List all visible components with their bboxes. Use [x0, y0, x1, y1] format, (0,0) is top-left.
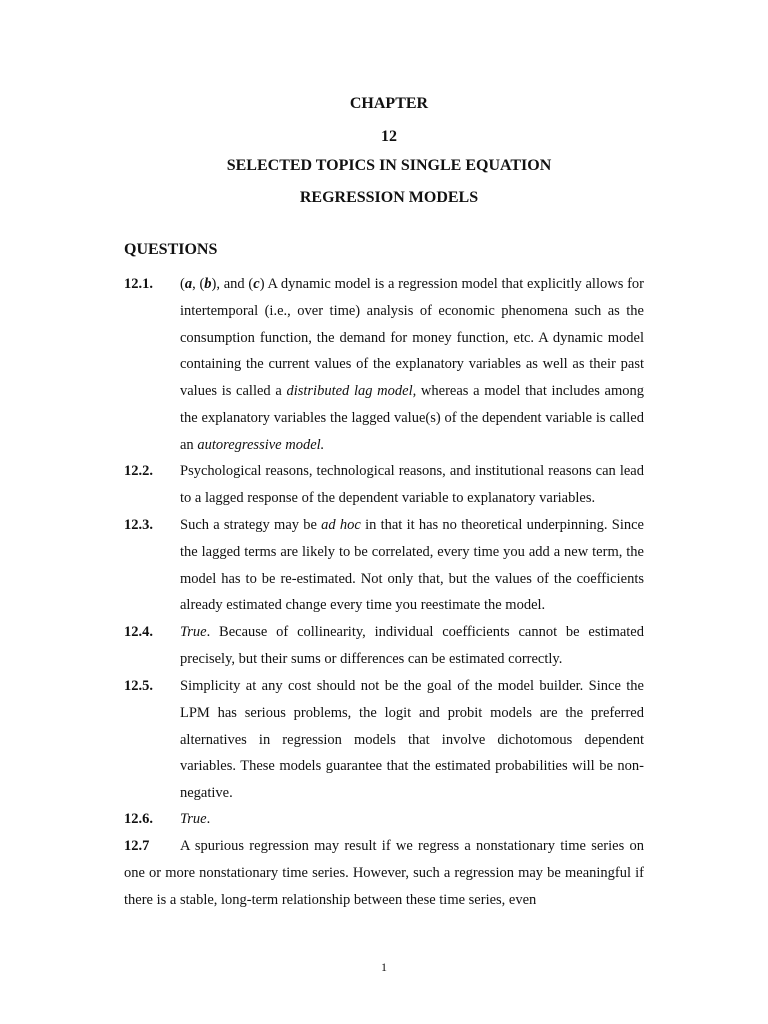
question-text — [180, 806, 644, 833]
part-a-label: a — [184, 276, 193, 292]
chapter-label: CHAPTER — [349, 95, 429, 112]
section-heading-questions: QUESTIONS — [124, 241, 218, 258]
chapter-title-line1: SELECTED TOPICS IN SINGLE EQUATION — [226, 157, 552, 174]
page-number: 1 — [381, 960, 387, 974]
answer-true: True — [180, 624, 207, 640]
text-segment: whereas a model that includes among the explanatory variables the lagged value(s) of the dependent variable is called an — [180, 383, 644, 453]
text-segment: . — [206, 811, 211, 827]
question-text: A spurious regression may result if we regress a nonstationary time series on one or more nonstationary time series. However, such a regression may be meaningful if there is a stable, long-term relationship between these time series, even — [124, 838, 644, 908]
question-number: 12.2. — [124, 463, 153, 479]
question-text: Psychological reasons, technological reasons, and institutional reasons can lead to a lagged response of the dependent variable to explanatory variables. — [180, 463, 644, 506]
separator: ), and ( — [211, 276, 254, 292]
question-text: (a, (b), and (c) A dynamic model is a regression model that explicitly allows for intertemporal (i.e., over time) analysis of economic phenomena such as the consumption function, the demand for money function, etc. A dynamic model containing the current values of the explanatory variables as well as their past values is called a distributed lag model, whereas a model that includes among the explanatory variables the lagged value(s) of the dependent variable is called an autoregressive model. — [180, 276, 644, 453]
part-c-label: c — [253, 276, 260, 292]
term-autoregressive: autoregressive model. — [197, 436, 325, 453]
question-number: 12.6. — [124, 811, 153, 827]
question-number: 12.5. — [124, 678, 153, 694]
answer-true: True — [180, 811, 207, 827]
question-number: 12.3. — [124, 517, 153, 533]
question-text: Simplicity at any cost should not be the goal of the model builder. Since the LPM has serious problems, the logit and probit models are the preferred alternatives in regression models that involve dichotomous dependent variables. These models guarantee that the estimated probabilities will be non-negative. — [180, 678, 644, 802]
question-number: 12.4. — [124, 624, 153, 640]
question-number: 12.7 — [124, 838, 150, 854]
text-segment: A dynamic model is a regression model that explicitly allows for intertemporal (i.e., over time) analysis of economic phenomena such as the consumption function, the demand for money function, etc. A dynamic model containing the current values of the explanatory variables as well as their past values is called a — [180, 276, 644, 400]
term-ad-hoc: ad hoc — [321, 517, 361, 533]
chapter-number: 12 — [381, 128, 397, 145]
separator: , ( — [192, 276, 205, 292]
part-b-label: b — [204, 276, 212, 292]
text-segment: in that it has no theoretical underpinning. Since the lagged terms are likely to be correlated, every time you add a new term, the model has to be re-estimated. Not only that, but the values of the coefficients already estimated change every time you reestimate the model. — [180, 517, 644, 614]
term-distributed-lag: distributed lag model, — [286, 383, 417, 400]
text-segment: . Because of collinearity, individual coefficients cannot be estimated precisely, but their sums or differences can be estimated correctly. — [180, 624, 644, 667]
text-segment: Such a strategy may be — [180, 517, 322, 533]
question-number: 12.1. — [124, 276, 153, 292]
question-text — [180, 619, 644, 673]
question-text — [180, 512, 644, 619]
chapter-title-line2: REGRESSION MODELS — [299, 189, 479, 206]
